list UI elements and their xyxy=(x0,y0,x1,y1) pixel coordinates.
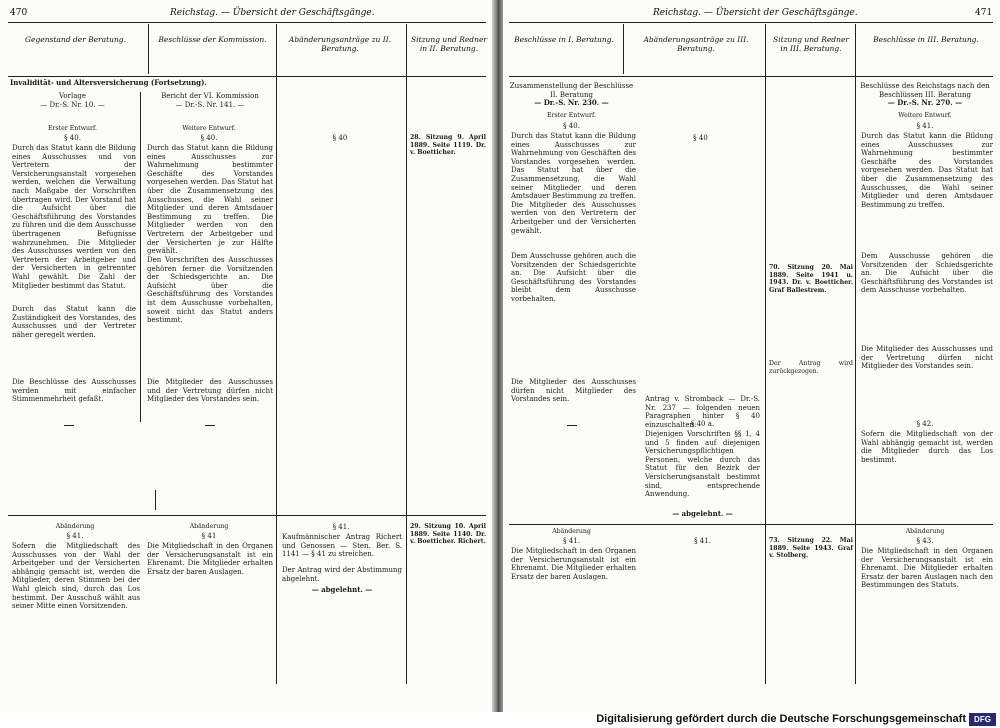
mid-orig-text-3: Die Mitglieder des Ausschusses und der Vertretung dürfen nicht Mitglieder des Vorstandes sein. xyxy=(147,378,273,404)
left-col3-bottom-text-2: Der Antrag wird der Abstimmung abgelehnt. xyxy=(282,566,402,583)
left-col3-bottom-text: Kaufmännischer Antrag Richert und Genossen — Sten. Ber. S. 1141 — § 41 zu streichen. xyxy=(282,533,402,559)
right-bottom-mid-para: § 41. xyxy=(694,537,711,545)
right-right-text-4: Sofern die Mitgliedschaft von der Wahl abhängig gemacht ist, werden die Mitglieder durch das Los bestimmt. xyxy=(861,430,993,464)
right-bottom-text: Die Mitgliedschaft in den Organen der Versicherungsanstalt ist ein Ehrenamt. Die Mitglieder erhalten Ersatz der baren Auslagen. xyxy=(511,547,636,581)
left-sub-vorlage-ref: — Dr.-S. Nr. 10. — xyxy=(40,101,105,109)
right-left-text-2: Dem Ausschusse gehören auch die Vorsitzenden der Schiedsgerichte an. Die Aufsicht über die Geschäftsführung des Vorstandes bleibt dem Ausschusse vorbehalten. xyxy=(511,252,636,303)
mid-orig-label: Weitere Entwurf. xyxy=(182,125,236,132)
right-bottom-label: Abänderung xyxy=(552,528,591,535)
right-right-ref: — Dr.-S. Nr. 270. — xyxy=(887,98,963,107)
right-right-bottom-para: § 43. xyxy=(916,537,934,545)
left-col-header-1: Gegenstand der Beratung. xyxy=(25,35,126,44)
right-left-text-3: Die Mitglieder des Ausschusses dürfen nicht Mitglieder des Vorstandes sein. xyxy=(511,378,636,404)
left-sub-bericht: Bericht der VI. Kommission xyxy=(161,92,259,100)
left-col-header-3: Abänderungsanträge zu II. Beratung. xyxy=(288,35,392,53)
right-left-text: Durch das Statut kann die Bildung eines Ausschusses zur Wahrnehmung von Geschäften des Vorstandes vorgesehen werden. Das Statut hat über die Zusammensetzung, die Wahl seiner Mitglieder und deren Amtsdauer Bestimmung zu treffen. Die Mitglieder des Ausschusses werden von den Vertretern der Arbeitgeber und der Versicherten gewählt. xyxy=(511,132,636,235)
dfg-logo-icon: DFG xyxy=(969,713,996,726)
left-section-title: Invalidität- und Altersversicherung (Fortsetzung). xyxy=(10,78,207,87)
left-page-number: 470 xyxy=(10,8,28,18)
right-col-header-4: Beschlüsse in III. Beratung. xyxy=(873,35,979,44)
right-page xyxy=(503,0,1000,712)
right-col3-bottom: 73. Sitzung 22. Mai 1889. Seite 1943. Graf v. Stolberg. xyxy=(769,537,853,560)
mid-orig-para: § 40. xyxy=(200,134,218,142)
left-sub-vorlage: Vorlage xyxy=(58,92,86,100)
right-left-para: § 40. xyxy=(563,122,580,130)
footer-credit-text: Digitalisierung gefördert durch die Deutsche Forschungsgemeinschaft xyxy=(596,713,966,725)
left-orig-text-2: Durch das Statut kann die Zuständigkeit des Vorstandes, des Ausschusses und der Vertreter näher geregelt werden. xyxy=(12,305,136,339)
right-left-sub: Erster Entwurf. xyxy=(547,112,596,119)
footer-bar xyxy=(0,712,1000,728)
right-left-ref: — Dr.-S. Nr. 230. — xyxy=(534,98,609,107)
left-orig-text-3: Die Beschlüsse des Ausschusses werden mit einfacher Stimmenmehrheit gefaßt. xyxy=(12,378,136,404)
mid-orig-text: Durch das Statut kann die Bildung eines Ausschusses zur Wahrnehmung bestimmter Geschäfte des Vorstandes vorgesehen werden. Das Statut hat über die Zusammensetzung des Ausschusses, die Wahl seiner Mitglieder und deren Amtsdauer Bestimmung zu treffen. Die Mitglieder werden von den Vertretern der Arbeitgeber und der Versicherten je zur Hälfte gewählt. xyxy=(147,144,273,256)
left-page xyxy=(0,0,492,712)
right-mid-note: Antrag v. Stromback — Dr.-S. Nr. 237 — folgenden neuen Paragraphen hinter § 40 einzuschalten: xyxy=(645,395,760,429)
right-right-bottom-text: Die Mitgliedschaft in den Organen der Versicherungsanstalt ist ein Ehrenamt. Die Mitglieder erhalten Ersatz der baren Auslagen nach den Bestimmungen des Statuts. xyxy=(861,547,993,590)
right-right-bottom-label: Abänderung xyxy=(905,528,945,535)
left-running-head: Reichstag. — Übersicht der Geschäftsgänge. xyxy=(170,8,375,18)
mid-bottom-para: § 41 xyxy=(201,532,217,540)
left-col3-para: § 40 xyxy=(332,134,348,142)
left-col3-bottom-mark: — abgelehnt. — xyxy=(311,585,373,594)
left-orig-text: Durch das Statut kann die Bildung eines Ausschusses und von Vertretern der Versicherungsanstalt vorgesehen werden, welchen die Verwaltung nach Maßgabe der Vorschriften übertragen wird. Der Vorstand hat die Aufsicht über die Geschäftsführung des Vorstandes zu führen und die dem Ausschusse übertragenen Befugnisse wahrzunehmen. Die Mitglieder des Ausschusses werden von den Vertretern der Arbeitgeber und der Versicherten in getrennter Wahl gewählt. Die Zahl der Mitglieder bestimmt das Statut. xyxy=(12,144,136,290)
right-right-head: Beschlüsse des Reichstags nach den Beschlüssen III. Beratung xyxy=(860,82,990,99)
left-col3-bottom-para: § 41. xyxy=(332,523,350,531)
right-col-header-2: Abänderungsanträge zu III. Beratung. xyxy=(643,35,749,53)
left-bottom-text: Sofern die Mitgliedschaft des Ausschusses von der Wahl der Arbeitgeber und der Versicherten abhängig gemacht ist, werden die Mitglieder, deren Stimmen bei der Wahl gleich sind, durch das Los bestimmt. Der Ausschuß wählt aus seiner Mitte einen Vorsitzenden. xyxy=(12,542,140,611)
mid-bottom-text: Die Mitgliedschaft in den Organen der Versicherungsanstalt ist ein Ehrenamt. Die Mitglieder erhalten Ersatz der baren Auslagen. xyxy=(147,542,273,576)
left-bottom-label: Abänderung xyxy=(55,523,95,530)
left-sub-bericht-ref: — Dr.-S. Nr. 141. — xyxy=(175,101,245,109)
right-col-header-3: Sitzung und Redner in III. Beratung. xyxy=(773,35,849,53)
left-bottom-para: § 41. xyxy=(66,532,84,540)
mid-orig-text-2: Den Vorschriften des Ausschusses gehören ferner die Vorsitzenden der Schiedsgerichte an. Die Aufsicht über die Geschäftsführung des Vorstandes ist dem Ausschusse vorbehalten, soweit nicht das Statut anders bestimmt. xyxy=(147,256,273,325)
right-mid-para: § 40 xyxy=(693,134,708,142)
right-right-sub: Weitere Entwurf. xyxy=(898,112,952,119)
mid-bottom-label: Abänderung xyxy=(189,523,229,530)
book-gutter xyxy=(492,0,503,712)
right-page-number: 471 xyxy=(975,8,993,18)
left-orig-label: Erster Entwurf. xyxy=(48,125,97,132)
right-mid-text: Diejenigen Vorschriften §§ 1, 4 und 5 finden auf diejenigen Versicherungspflichtigen Personen, welche durch das Statut für den Bezirk der Versicherungsanstalt bestimmt sind, entsprechende Anwendung. xyxy=(645,430,760,499)
right-right-para: § 41. xyxy=(916,122,934,130)
right-right-text: Durch das Statut kann die Bildung eines Ausschusses zur Wahrnehmung bestimmter Geschäfte des Vorstandes vorgesehen werden. Das Statut hat über die Zusammensetzung des Ausschusses, die Wahl seiner Mitglieder und deren Amtsdauer Bestimmung zu treffen. xyxy=(861,132,993,209)
left-col-header-4: Sitzung und Redner in II. Beratung. xyxy=(411,35,487,53)
left-col-header-2: Beschlüsse der Kommission. xyxy=(158,35,267,44)
left-orig-para: § 40. xyxy=(64,134,81,142)
right-col-header-1: Beschlüsse in I. Beratung. xyxy=(514,35,614,44)
right-col3-note: Der Antrag wird zurückgezogen. xyxy=(769,360,853,375)
right-running-head: Reichstag. — Übersicht der Geschäftsgänge. xyxy=(653,8,858,18)
right-right-text-2: Dem Ausschusse gehören die Vorsitzenden der Schiedsgerichte an. Die Aufsicht über die Geschäftsführung des Vorstandes ist dem Ausschusse vorbehalten. xyxy=(861,252,993,295)
left-col4-bottom: 29. Sitzung 10. April 1889. Seite 1140. Dr. v. Boetticher. Richert. xyxy=(410,523,486,546)
right-col3-sitzung: 70. Sitzung 20. Mai 1889. Seite 1941 u. 1943. Dr. v. Boetticher. Graf Ballestrem. xyxy=(769,264,853,294)
right-left-head: Zusammenstellung der Beschlüsse II. Beratung xyxy=(509,82,634,99)
right-right-text-3: Die Mitglieder des Ausschusses und der Vertretung dürfen nicht Mitglieder des Vorstandes sein. xyxy=(861,345,993,371)
right-bottom-para: § 41. xyxy=(563,537,580,545)
right-right-para-2: § 42. xyxy=(916,420,934,428)
right-mid-mark: — abgelehnt. — xyxy=(672,509,733,518)
right-mid-para-2: § 40 a. xyxy=(690,420,715,428)
left-col4-sitzung: 28. Sitzung 9. April 1889. Seite 1119. Dr. v. Boetticher. xyxy=(410,134,486,157)
